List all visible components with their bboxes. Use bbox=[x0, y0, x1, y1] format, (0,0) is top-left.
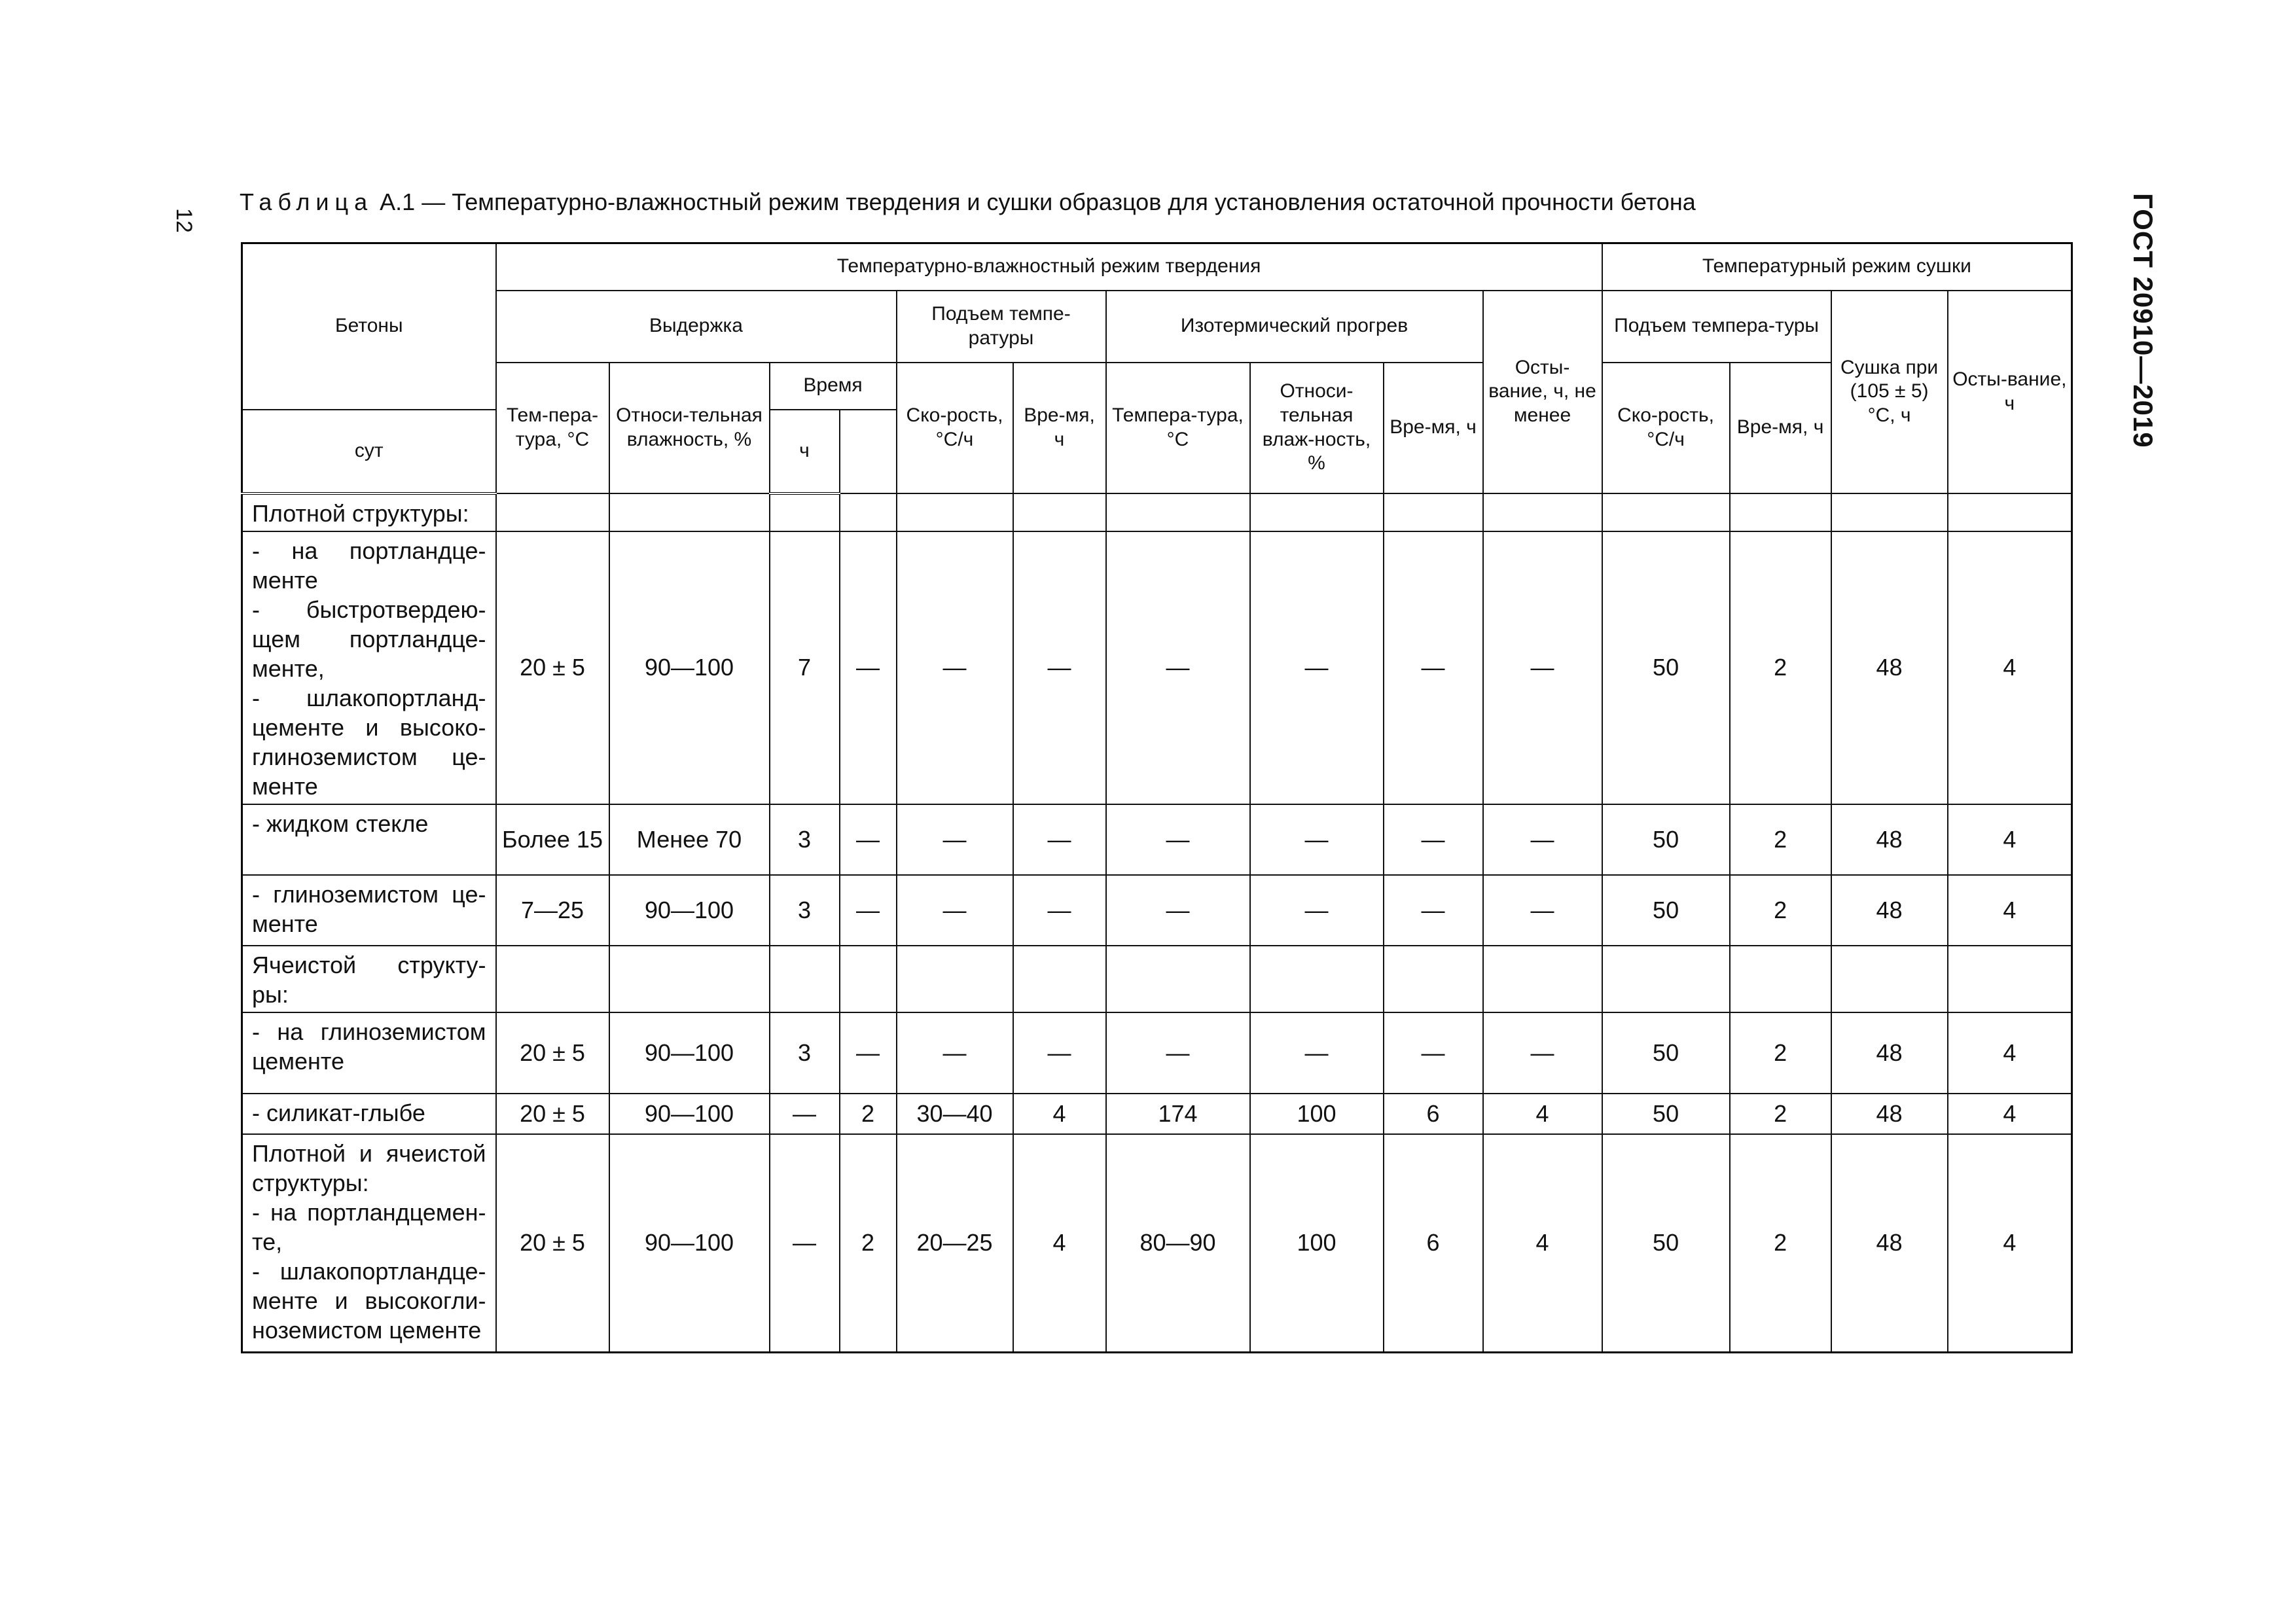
table-cell: — bbox=[897, 875, 1013, 946]
table-cell: — bbox=[1013, 804, 1106, 875]
table-cell: 50 bbox=[1602, 1094, 1730, 1134]
header-iso-humidity: Относи-тельная влаж-ность, % bbox=[1250, 363, 1384, 493]
header-drying-at: Сушка при (105 ± 5) °С, ч bbox=[1831, 291, 1948, 493]
table-cell bbox=[1106, 493, 1250, 531]
table-cell: Менее 70 bbox=[609, 804, 770, 875]
table-cell: 2 bbox=[1730, 1012, 1831, 1094]
table-cell: — bbox=[1483, 1012, 1602, 1094]
table-cell: 48 bbox=[1831, 531, 1948, 804]
table-cell bbox=[1250, 493, 1384, 531]
header-drying: Температурный режим сушки bbox=[1602, 243, 2072, 291]
table-cell: — bbox=[840, 1012, 897, 1094]
header-hardening: Температурно-влажностный режим твердения bbox=[496, 243, 1602, 291]
table-cell bbox=[897, 493, 1013, 531]
table-cell: — bbox=[1106, 875, 1250, 946]
table-cell: 50 bbox=[1602, 1012, 1730, 1094]
table-cell: 20—25 bbox=[897, 1134, 1013, 1353]
header-drying-rise: Подъем темпера-туры bbox=[1602, 291, 1831, 363]
header-rise-time: Вре-мя, ч bbox=[1013, 363, 1106, 493]
table-cell bbox=[1730, 493, 1831, 531]
table-cell bbox=[1730, 946, 1831, 1012]
header-dry-speed: Ско-рость, °С/ч bbox=[1602, 363, 1730, 493]
table-cell: 2 bbox=[1730, 531, 1831, 804]
table-cell: 50 bbox=[1602, 531, 1730, 804]
table-cell: — bbox=[1106, 1012, 1250, 1094]
table-cell: 4 bbox=[1013, 1134, 1106, 1353]
table-cell bbox=[1013, 946, 1106, 1012]
header-cooling-min: Осты-вание, ч, не менее bbox=[1483, 291, 1602, 493]
table-cell: 4 bbox=[1483, 1094, 1602, 1134]
table-cell bbox=[1106, 946, 1250, 1012]
table-cell bbox=[1602, 493, 1730, 531]
header-iso-temp: Темпера-тура, °С bbox=[1106, 363, 1250, 493]
table-cell bbox=[840, 946, 897, 1012]
table-cell: — bbox=[1384, 531, 1483, 804]
table-cell: 90—100 bbox=[609, 1012, 770, 1094]
header-hold-time: Время bbox=[770, 363, 897, 410]
table-cell: — bbox=[1250, 1012, 1384, 1094]
table-cell bbox=[1831, 493, 1948, 531]
table-cell: — bbox=[897, 531, 1013, 804]
table-cell: 90—100 bbox=[609, 531, 770, 804]
table-cell bbox=[609, 493, 770, 531]
table-row bbox=[242, 875, 2072, 946]
table-cell: 48 bbox=[1831, 1134, 1948, 1353]
header-rise-speed: Ско-рость, °С/ч bbox=[897, 363, 1013, 493]
row-label: Ячеистой структу-ры: bbox=[242, 946, 496, 1012]
table-cell bbox=[1948, 946, 2072, 1012]
row-label: Плотной структуры: bbox=[242, 493, 496, 531]
row-label: - жидком стекле bbox=[242, 804, 496, 875]
table-cell: — bbox=[1483, 804, 1602, 875]
table-cell bbox=[496, 493, 609, 531]
table-cell: 4 bbox=[1948, 1094, 2072, 1134]
table-cell: — bbox=[1384, 1012, 1483, 1094]
table-cell bbox=[609, 946, 770, 1012]
table-cell bbox=[1483, 493, 1602, 531]
table-cell: — bbox=[1250, 875, 1384, 946]
table-cell bbox=[1013, 493, 1106, 531]
table-cell: 48 bbox=[1831, 1012, 1948, 1094]
header-isothermal: Изотермический прогрев bbox=[1106, 291, 1483, 363]
table-row bbox=[242, 1094, 2072, 1134]
caption-text: — Температурно-влажностный режим твердения и сушки образцов для установления остаточной прочности бетона bbox=[422, 188, 1696, 215]
table-cell: — bbox=[1013, 1012, 1106, 1094]
table-cell: 20 ± 5 bbox=[496, 1134, 609, 1353]
table-cell: — bbox=[1384, 875, 1483, 946]
table-row bbox=[242, 1012, 2072, 1094]
header-dry-time: Вре-мя, ч bbox=[1730, 363, 1831, 493]
table-cell: 90—100 bbox=[609, 1094, 770, 1134]
table-row bbox=[242, 531, 2072, 804]
caption-number: А.1 bbox=[380, 188, 416, 215]
table-cell: 4 bbox=[1013, 1094, 1106, 1134]
table-cell: 100 bbox=[1250, 1134, 1384, 1353]
table-cell bbox=[1831, 946, 1948, 1012]
table-cell: 2 bbox=[1730, 1094, 1831, 1134]
table-cell: — bbox=[840, 531, 897, 804]
table-cell: 7 bbox=[770, 531, 840, 804]
table-cell: Более 15 bbox=[496, 804, 609, 875]
table-row bbox=[242, 804, 2072, 875]
table-cell: 4 bbox=[1483, 1134, 1602, 1353]
table-cell: 174 bbox=[1106, 1094, 1250, 1134]
table-cell: — bbox=[897, 804, 1013, 875]
table-cell bbox=[496, 946, 609, 1012]
table-cell: 7—25 bbox=[496, 875, 609, 946]
table-cell bbox=[1384, 946, 1483, 1012]
table-cell: — bbox=[770, 1134, 840, 1353]
table-cell: 20 ± 5 bbox=[496, 1012, 609, 1094]
table-cell: — bbox=[897, 1012, 1013, 1094]
table-cell: 90—100 bbox=[609, 875, 770, 946]
header-hold-hours: ч bbox=[770, 410, 840, 493]
table-cell: 2 bbox=[1730, 1134, 1831, 1353]
table-cell: 50 bbox=[1602, 1134, 1730, 1353]
table-cell: 4 bbox=[1948, 531, 2072, 804]
table-cell: 2 bbox=[840, 1134, 897, 1353]
header-hold-humidity: Относи-тельная влажность, % bbox=[609, 363, 770, 493]
table-cell: — bbox=[1013, 531, 1106, 804]
table-cell: 2 bbox=[1730, 804, 1831, 875]
table-cell: 80—90 bbox=[1106, 1134, 1250, 1353]
table-caption bbox=[240, 188, 1696, 216]
table-cell: 4 bbox=[1948, 1134, 2072, 1353]
table-cell: 20 ± 5 bbox=[496, 1094, 609, 1134]
header-iso-time: Вре-мя, ч bbox=[1384, 363, 1483, 493]
table-cell bbox=[840, 493, 897, 531]
table-cell: — bbox=[770, 1094, 840, 1134]
header-concretes: Бетоны bbox=[242, 243, 496, 410]
header-temp-rise: Подъем темпе-ратуры bbox=[897, 291, 1106, 363]
row-label: - на портландце-менте - быстротвердею-щем портландце-менте, - шлакопортланд-цементе и высоко-глиноземистом це-менте bbox=[242, 531, 496, 804]
table-cell: 50 bbox=[1602, 875, 1730, 946]
table-cell bbox=[1948, 493, 2072, 531]
table-cell: — bbox=[840, 804, 897, 875]
table-cell: 48 bbox=[1831, 1094, 1948, 1134]
table-cell: 6 bbox=[1384, 1134, 1483, 1353]
table-cell: 2 bbox=[840, 1094, 897, 1134]
header-drying-cooling: Осты-вание, ч bbox=[1948, 291, 2072, 493]
table-cell bbox=[770, 946, 840, 1012]
table-cell: 50 bbox=[1602, 804, 1730, 875]
table-row bbox=[242, 493, 2072, 531]
table-cell: 30—40 bbox=[897, 1094, 1013, 1134]
table-cell: 48 bbox=[1831, 875, 1948, 946]
table-cell: — bbox=[1106, 804, 1250, 875]
table-cell: 3 bbox=[770, 875, 840, 946]
table-cell bbox=[1602, 946, 1730, 1012]
table-cell bbox=[770, 493, 840, 531]
header-holding: Выдержка bbox=[496, 291, 897, 363]
table-cell: — bbox=[1483, 875, 1602, 946]
row-label: Плотной и ячеистой структуры: - на портландцемен-те, - шлакопортландце-менте и высокогли-ноземистом цементе bbox=[242, 1134, 496, 1353]
table-cell: 2 bbox=[1730, 875, 1831, 946]
table-cell: 6 bbox=[1384, 1094, 1483, 1134]
page-number: 12 bbox=[171, 208, 196, 233]
row-label: - глиноземистом це-менте bbox=[242, 875, 496, 946]
row-label: - силикат-глыбе bbox=[242, 1094, 496, 1134]
table-cell: — bbox=[1250, 804, 1384, 875]
header-hold-temp: Тем-пера-тура, °С bbox=[496, 363, 609, 493]
table-header bbox=[242, 243, 2072, 493]
table-cell: 4 bbox=[1948, 804, 2072, 875]
table-cell bbox=[1250, 946, 1384, 1012]
table-cell: — bbox=[1106, 531, 1250, 804]
table-cell: 20 ± 5 bbox=[496, 531, 609, 804]
caption-prefix: Таблица bbox=[240, 188, 374, 215]
table-cell: 4 bbox=[1948, 875, 2072, 946]
table-cell: — bbox=[1483, 531, 1602, 804]
table-cell: — bbox=[840, 875, 897, 946]
table-cell: — bbox=[1250, 531, 1384, 804]
table-cell: — bbox=[1384, 804, 1483, 875]
table-cell: — bbox=[1013, 875, 1106, 946]
table-cell: 3 bbox=[770, 804, 840, 875]
table-cell: 48 bbox=[1831, 804, 1948, 875]
table-row bbox=[242, 946, 2072, 1012]
table-cell: 4 bbox=[1948, 1012, 2072, 1094]
table-cell bbox=[897, 946, 1013, 1012]
table-cell: 90—100 bbox=[609, 1134, 770, 1353]
table-cell bbox=[1384, 493, 1483, 531]
regime-table bbox=[241, 242, 2073, 1353]
row-label: - на глиноземистом цементе bbox=[242, 1012, 496, 1094]
table-row bbox=[242, 1134, 2072, 1353]
table-cell: 100 bbox=[1250, 1094, 1384, 1134]
document-id: ГОСТ 20910—2019 bbox=[2128, 193, 2159, 448]
table-cell: 3 bbox=[770, 1012, 840, 1094]
header-hold-days: сут bbox=[242, 410, 496, 493]
table-cell bbox=[1483, 946, 1602, 1012]
table-body bbox=[242, 493, 2072, 1353]
